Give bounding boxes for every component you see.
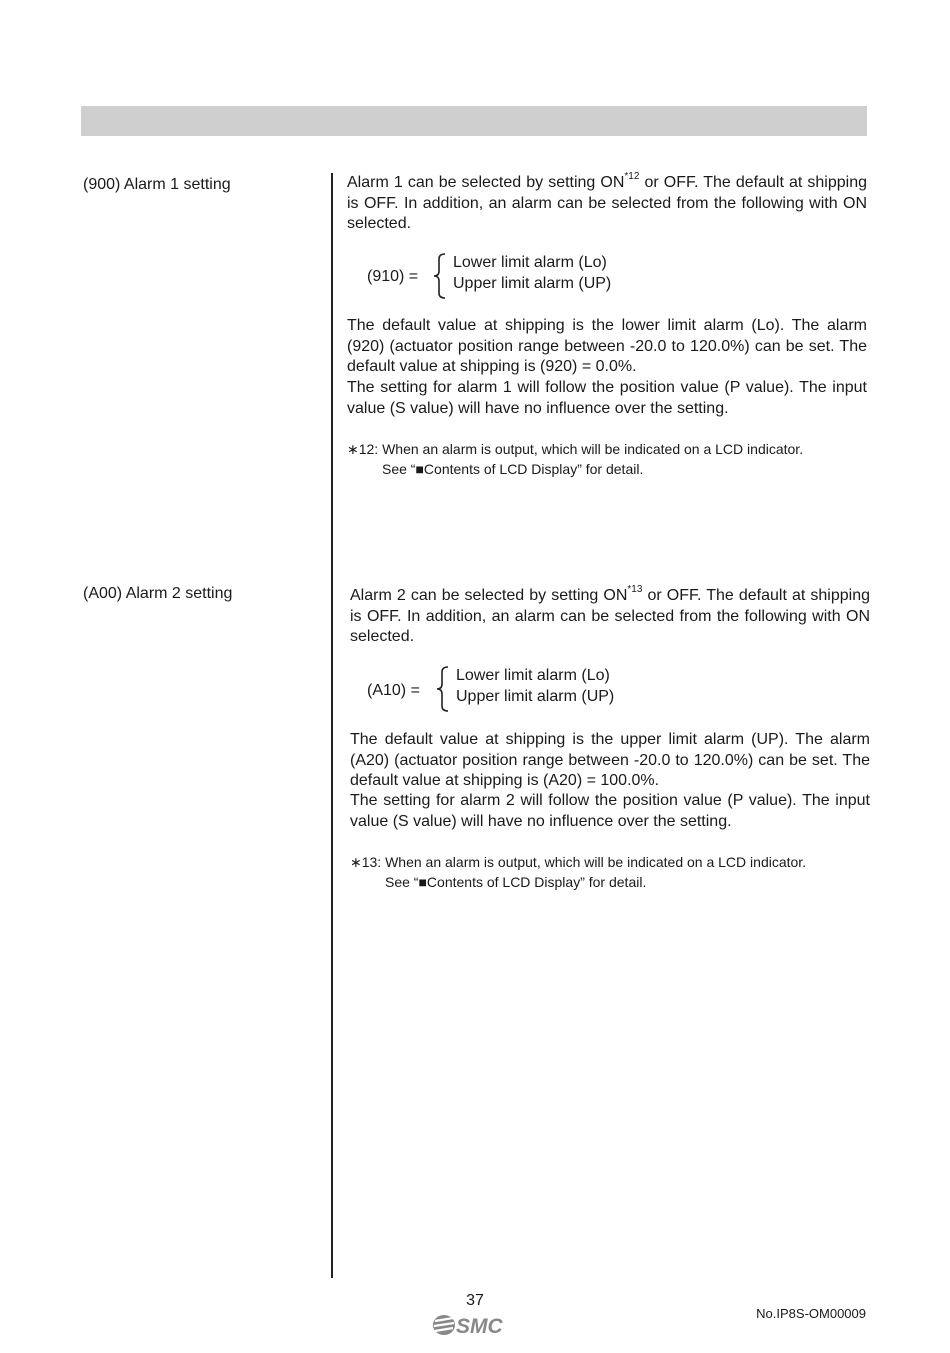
svg-text:SMC: SMC [456, 1315, 503, 1337]
option-upper-limit: Upper limit alarm (UP) [456, 688, 615, 705]
section-1-intro: Alarm 1 can be selected by setting ON$^{*12}$ or OFF. The default at shipping is OFF. In addition, an alarm can be selected from the following with ON selected. [347, 170, 867, 232]
option-lower-limit: Lower limit alarm (Lo) [453, 254, 607, 271]
section-2-footnote: ∗13: When an alarm is output, which will be indicated on a LCD indicator. See “■Contents of LCD Display” for detail. [350, 854, 807, 890]
page-number: 37 [466, 1292, 484, 1309]
section-2-intro: Alarm 2 can be selected by setting ON$^{*13}$ or OFF. The default at shipping is OFF. In addition, an alarm can be selected from the following with ON selected. [350, 583, 870, 645]
document-number: No.IP8S-OM00009 [756, 1306, 866, 1321]
footnote-ref-12: *12 [624, 170, 640, 182]
section-1-para-2: The setting for alarm 1 will follow the position value (P value). The input value (S value) will have no influence over the setting. [347, 379, 867, 417]
column-divider [331, 173, 333, 1278]
footnote-ref-13: *13 [627, 583, 643, 595]
formula-lhs: (A10) = [367, 682, 420, 699]
section-1-footnote: ∗12: When an alarm is output, which will be indicated on a LCD indicator. See “■Contents of LCD Display” for detail. [347, 441, 804, 477]
brace-icon [434, 665, 452, 713]
brace-icon [431, 252, 449, 300]
section-2-para-2: The setting for alarm 2 will follow the position value (P value). The input value (S value) will have no influence over the setting. [350, 792, 870, 830]
formula-lhs: (910) = [367, 268, 419, 285]
section-2-para-1: The default value at shipping is the upper limit alarm (UP). The alarm (A20) (actuator position range between -20.0 to 120.0%) can be set. The default value at shipping is (A20) = 100.0%. [350, 731, 870, 789]
smc-logo [432, 1313, 512, 1337]
option-lower-limit: Lower limit alarm (Lo) [456, 667, 610, 684]
section-2-label: (A00) Alarm 2 setting [83, 585, 233, 602]
option-upper-limit: Upper limit alarm (UP) [453, 275, 612, 292]
header-bar [81, 106, 867, 136]
section-1-label: (900) Alarm 1 setting [83, 176, 231, 193]
section-1-para-1: The default value at shipping is the lower limit alarm (Lo). The alarm (920) (actuator position range between -20.0 to 120.0%) can be set. The default value at shipping is (920) = 0.0%. [347, 317, 867, 375]
